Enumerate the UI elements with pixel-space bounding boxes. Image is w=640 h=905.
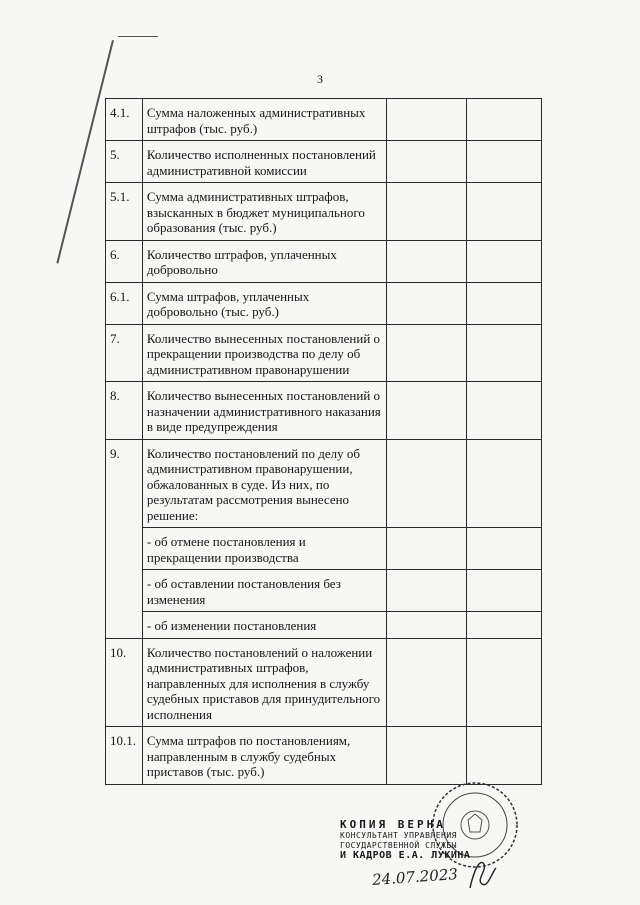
value-cell (467, 638, 542, 727)
value-cell (467, 183, 542, 241)
stamp-copy-label: КОПИЯ ВЕРНА (340, 818, 446, 831)
value-cell (467, 324, 542, 382)
scan-artifact (118, 36, 158, 37)
table-row (106, 141, 542, 183)
value-cell (387, 612, 467, 639)
row-description: Количество штрафов, уплаченных добровольно (142, 240, 386, 282)
table-row (106, 612, 542, 639)
signature (462, 850, 502, 895)
row-number: 6.1. (106, 282, 143, 324)
value-cell (387, 183, 467, 241)
row-description: Количество постановлений по делу об административном правонарушении, обжалованных в суде. Из них, по результатам рассмотрения вынесено решение: (142, 439, 386, 528)
value-cell (387, 282, 467, 324)
row-number: 5. (106, 141, 143, 183)
page-number: 3 (317, 72, 323, 86)
value-cell (387, 99, 467, 141)
stamp-date: 24.07.2023 (371, 865, 459, 889)
value-cell (467, 382, 542, 440)
table-row (106, 638, 542, 727)
value-cell (467, 612, 542, 639)
table-row (106, 570, 542, 612)
value-cell (467, 141, 542, 183)
row-number: 7. (106, 324, 143, 382)
table-row (106, 240, 542, 282)
value-cell (387, 528, 467, 570)
row-description: Количество постановлений о наложении административных штрафов, направленных для исполнения в службу судебных приставов для принудительного исполнения (142, 638, 386, 727)
row-number: 5.1. (106, 183, 143, 241)
row-number: 4.1. (106, 99, 143, 141)
row-description: Сумма административных штрафов, взысканных в бюджет муниципального образования (тыс. руб.) (142, 183, 386, 241)
table-row (106, 324, 542, 382)
row-description: - об оставлении постановления без изменения (142, 570, 386, 612)
table-row (106, 439, 542, 528)
stamp-line: КОНСУЛЬТАНТ УПРАВЛЕНИЯ (340, 831, 457, 840)
value-cell (387, 382, 467, 440)
table-row (106, 282, 542, 324)
value-cell (467, 282, 542, 324)
table-row (106, 528, 542, 570)
value-cell (387, 324, 467, 382)
value-cell (467, 439, 542, 528)
row-description: Сумма штрафов, уплаченных добровольно (тыс. руб.) (142, 282, 386, 324)
table-row (106, 727, 542, 785)
value-cell (387, 727, 467, 785)
report-table (105, 98, 542, 785)
value-cell (467, 570, 542, 612)
value-cell (387, 141, 467, 183)
row-number: 10.1. (106, 727, 143, 785)
table-row (106, 183, 542, 241)
value-cell (467, 727, 542, 785)
row-description: Количество вынесенных постановлений о прекращении производства по делу об административном правонарушении (142, 324, 386, 382)
table-row (106, 382, 542, 440)
row-number: 9. (106, 439, 143, 638)
value-cell (467, 99, 542, 141)
row-description: - об отмене постановления и прекращении производства (142, 528, 386, 570)
row-description: Сумма наложенных административных штрафов (тыс. руб.) (142, 99, 386, 141)
row-number: 6. (106, 240, 143, 282)
stamp-line: ГОСУДАРСТВЕННОЙ СЛУЖБЫ (340, 841, 457, 850)
value-cell (387, 570, 467, 612)
value-cell (467, 528, 542, 570)
row-description: Сумма штрафов по постановлениям, направленным в службу судебных приставов (тыс. руб.) (142, 727, 386, 785)
value-cell (387, 439, 467, 528)
row-description: Количество вынесенных постановлений о назначении административного наказания в виде предупреждения (142, 382, 386, 440)
row-description: - об изменении постановления (142, 612, 386, 639)
row-number: 8. (106, 382, 143, 440)
value-cell (387, 638, 467, 727)
table-row (106, 99, 542, 141)
row-number: 10. (106, 638, 143, 727)
value-cell (467, 240, 542, 282)
stamp-line: И КАДРОВ Е.А. ЛУКИНА (340, 850, 471, 861)
value-cell (387, 240, 467, 282)
row-description: Количество исполненных постановлений административной комиссии (142, 141, 386, 183)
